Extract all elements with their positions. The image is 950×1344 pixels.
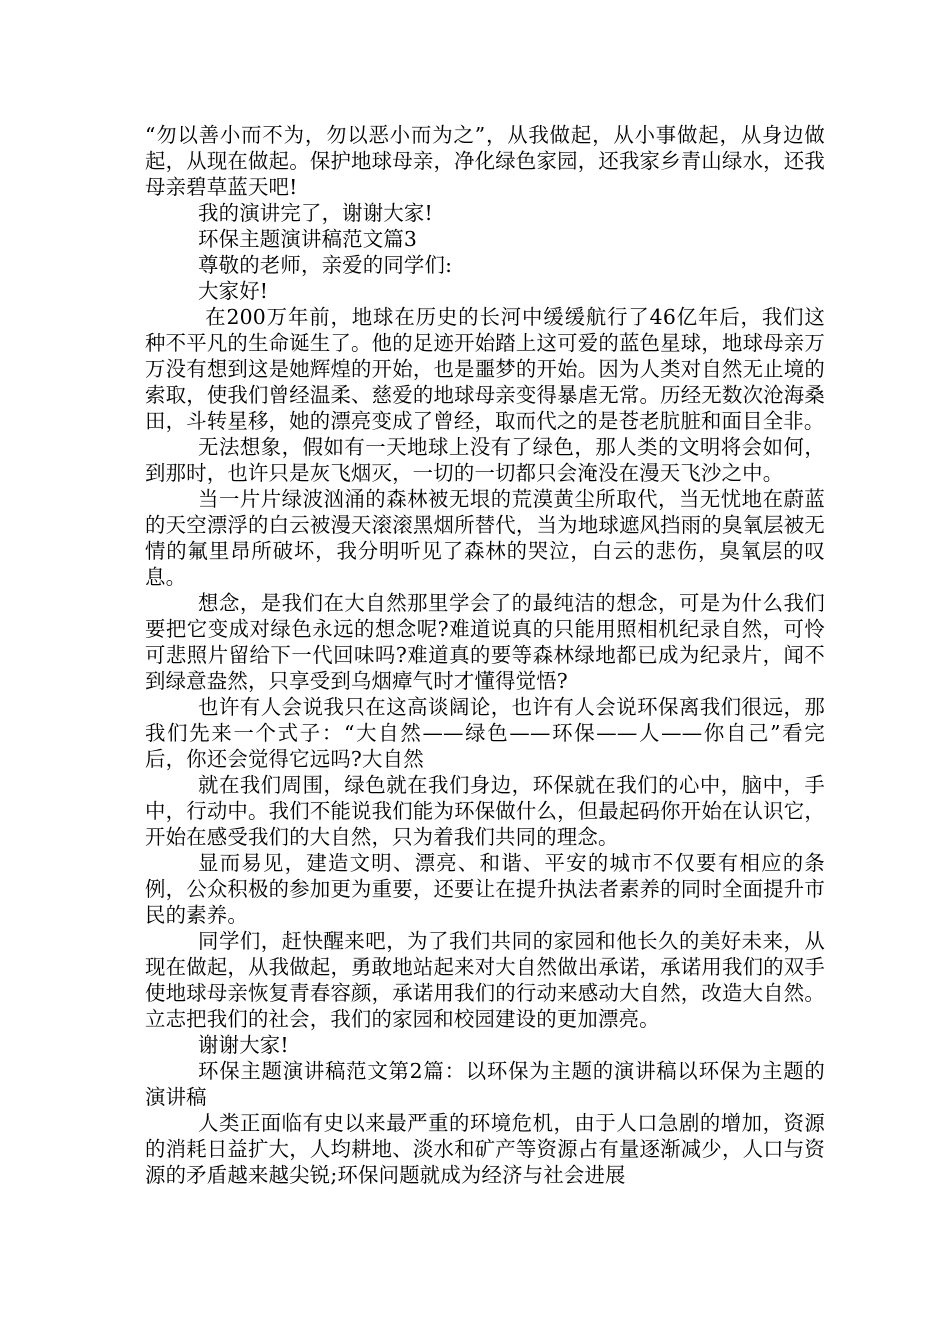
paragraph-earth-history: 在200万年前，地球在历史的长河中缓缓航行了46亿年后，我们这种不平凡的生命诞生了。他的足迹开始踏上这可爱的蓝色星球，地球母亲万万没有想到这是她辉煌的开始，也是噩梦的开始。因为人类对自然无止境的索取，使我们曾经温柔、慈爱的地球母亲变得暴虐无常。历经无数次沧海桑田，斗转星移，她的漂亮变成了曾经，取而代之的是苍老肮脏和面目全非。 [145,305,825,433]
document-body [145,122,825,1188]
section-heading-speech-2: 环保主题演讲稿范文第2篇：以环保为主题的演讲稿以环保为主题的演讲稿 [145,1059,825,1109]
paragraph-longing: 想念，是我们在大自然那里学会了的最纯洁的想念，可是为什么我们要把它变成对绿色永远的想念呢?难道说真的只能用照相机纪录自然，可怜可悲照片留给下一代回味吗?难道真的要等森林绿地都已成为纪录片，闻不到绿意盎然，只享受到乌烟瘴气时才懂得觉悟? [145,591,825,693]
paragraph-thanks: 我的演讲完了，谢谢大家! [198,201,433,225]
section-heading-speech-3: 环保主题演讲稿范文篇3 [198,227,418,251]
paragraph-civilized-city: 显而易见，建造文明、漂亮、和谐、平安的城市不仅要有相应的条例，公众积极的参加更为重要，还要让在提升执法者素养的同时全面提升市民的素养。 [145,851,825,927]
paragraph-call-to-action: 同学们，赶快醒来吧，为了我们共同的家园和他长久的美好未来，从现在做起，从我做起，勇敢地站起来对大自然做出承诺，承诺用我们的双手使地球母亲恢复青春容颜，承诺用我们的行动来感动大自然，改造大自然。立志把我们的社会，我们的家园和校园建设的更加漂亮。 [145,929,825,1031]
paragraph-imagine: 无法想象，假如有一天地球上没有了绿色，那人类的文明将会如何，到那时，也许只是灰飞烟灭，一切的一切都只会淹没在漫天飞沙之中。 [145,435,825,485]
paragraph-formula: 也许有人会说我只在这高谈阔论，也许有人会说环保离我们很远，那我们先来一个式子：“大自然——绿色——环保——人——你自己”看完后，你还会觉得它远吗?大自然 [145,695,825,771]
paragraph-thanks-end: 谢谢大家! [198,1033,289,1057]
paragraph-salutation: 尊敬的老师，亲爱的同学们: [198,253,453,277]
paragraph-closing-slogan: “勿以善小而不为，勿以恶小而为之”，从我做起，从小事做起，从身边做起，从现在做起。保护地球母亲，净化绿色家园，还我家乡青山绿水，还我母亲碧草蓝天吧! [145,123,825,199]
paragraph-around-us: 就在我们周围，绿色就在我们身边，环保就在我们的心中，脑中，手中，行动中。我们不能说我们能为环保做什么，但最起码你开始在认识它，开始在感受我们的大自然，只为着我们共同的理念。 [145,773,825,849]
paragraph-forest: 当一片片绿波汹涌的森林被无垠的荒漠黄尘所取代，当无忧地在蔚蓝的天空漂浮的白云被漫天滚滚黑烟所替代，当为地球遮风挡雨的臭氧层被无情的氟里昂所破坏，我分明听见了森林的哭泣，白云的悲伤，臭氧层的叹息。 [145,487,825,589]
paragraph-greeting: 大家好! [198,279,269,303]
paragraph-environment-crisis: 人类正面临有史以来最严重的环境危机，由于人口急剧的增加，资源的消耗日益扩大，人均耕地、淡水和矿产等资源占有量逐渐减少，人口与资源的矛盾越来越尖锐;环保问题就成为经济与社会进展 [145,1111,825,1187]
